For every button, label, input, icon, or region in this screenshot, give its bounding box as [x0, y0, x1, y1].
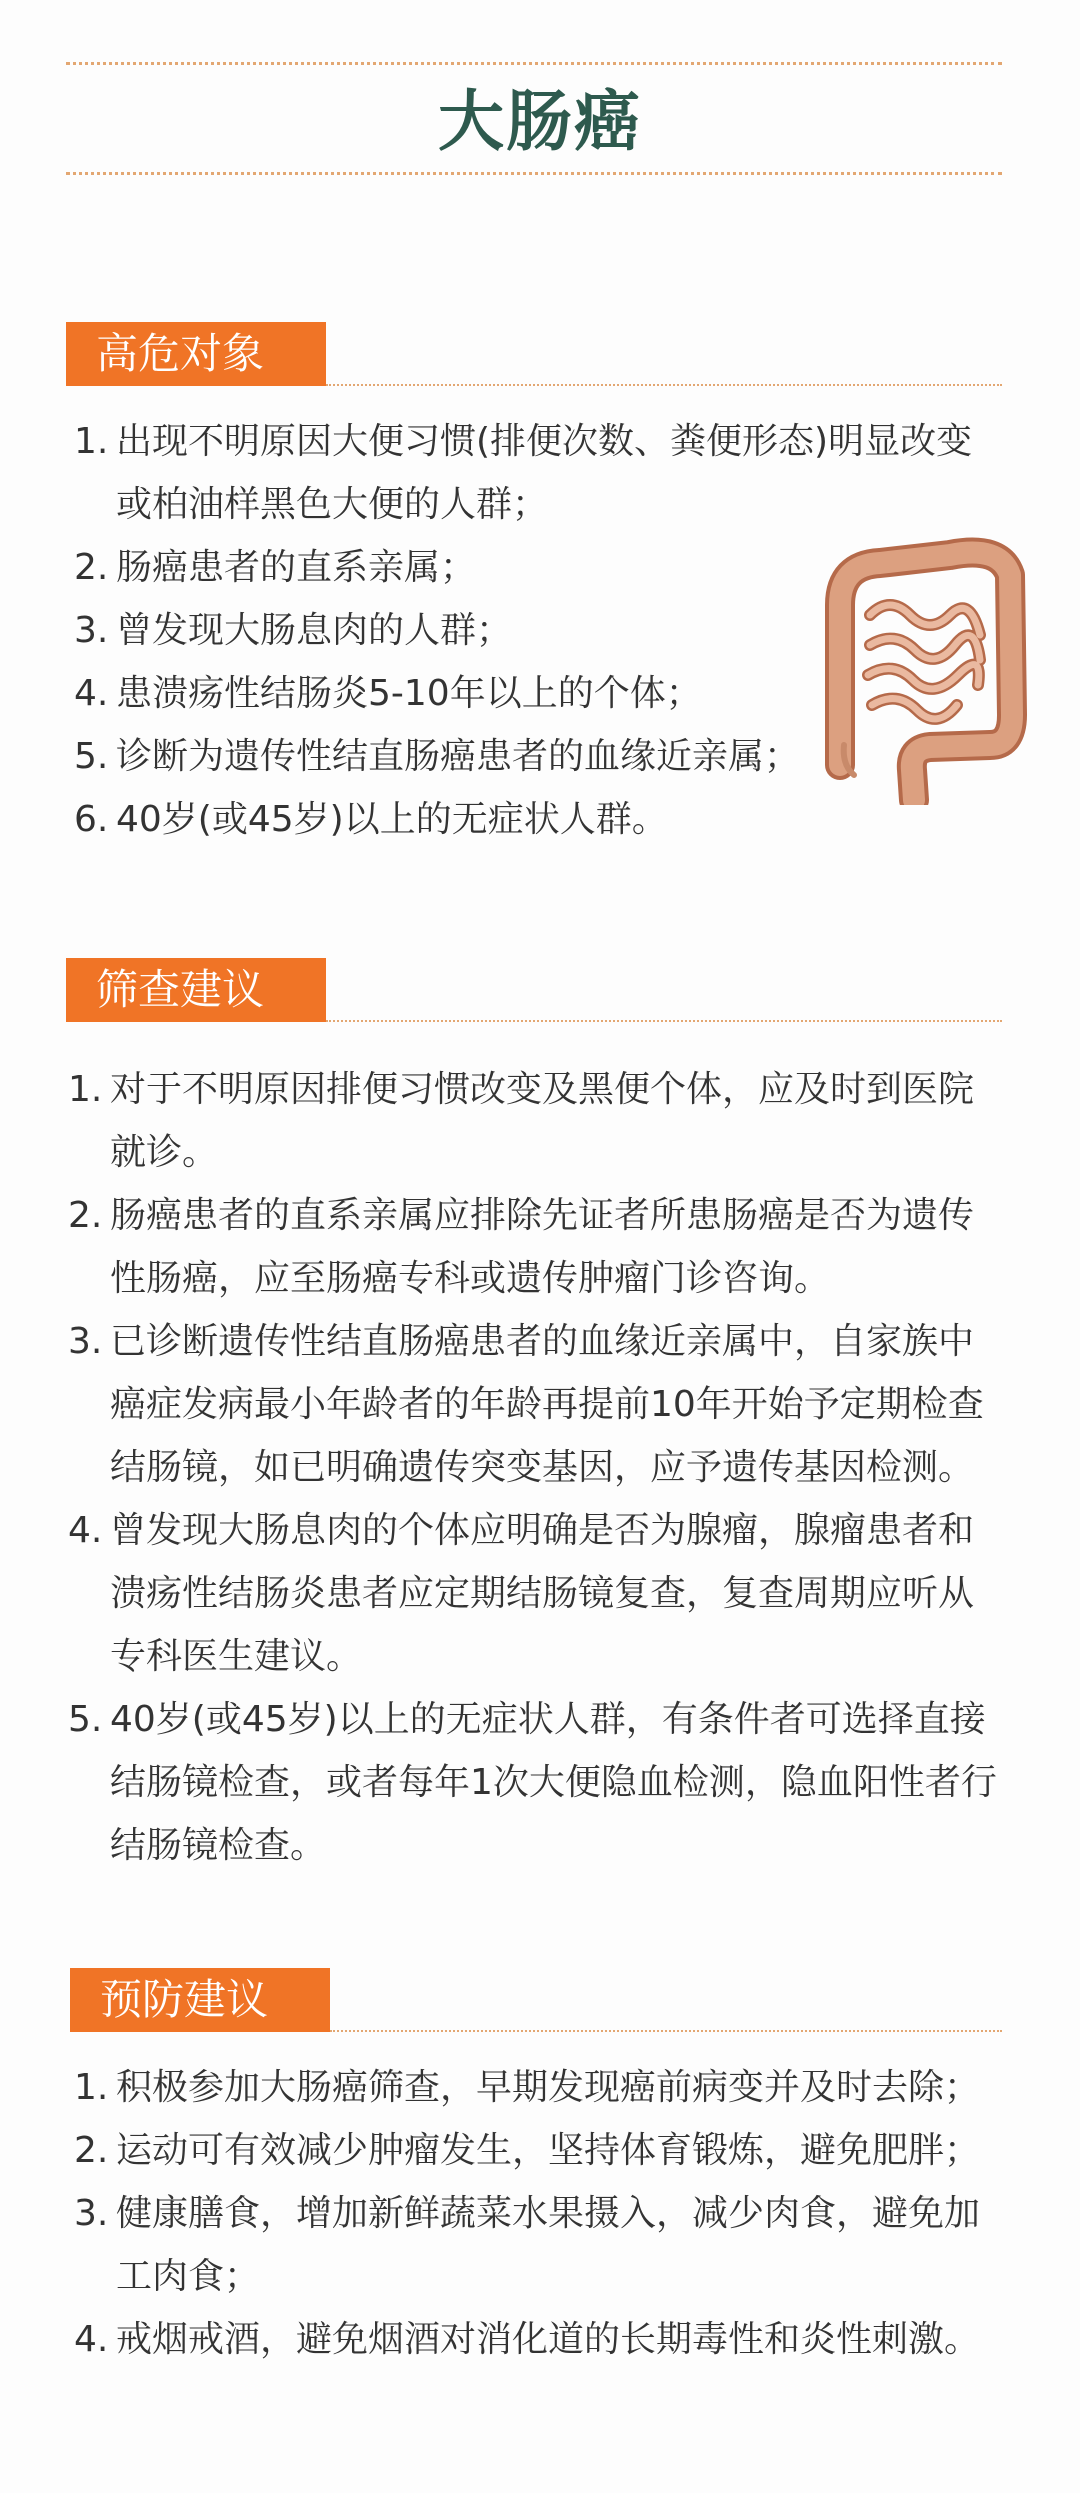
- item-number: 1.: [74, 421, 109, 462]
- list-item: [74, 2056, 1008, 2119]
- item-text: 运动可有效减少肿瘤发生，坚持体育锻炼，避免肥胖；: [116, 2130, 981, 2171]
- item-text: 出现不明原因大便习惯(排便次数、粪便形态)明显改变或柏油样黑色大便的人群；: [116, 421, 973, 525]
- item-number: 3.: [74, 610, 109, 651]
- item-number: 3.: [68, 1321, 103, 1362]
- list-item: [68, 1499, 1002, 1688]
- list-item: [68, 1058, 1002, 1184]
- prevention-list: [74, 2056, 1008, 2371]
- title-top-divider: [66, 62, 1002, 65]
- screening-list: [68, 1058, 1002, 1877]
- list-item: [74, 2119, 1008, 2182]
- item-text: 积极参加大肠癌筛查，早期发现癌前病变并及时去除；: [116, 2067, 981, 2108]
- item-number: 1.: [68, 1069, 103, 1110]
- item-number: 1.: [74, 2067, 109, 2108]
- item-number: 3.: [74, 2193, 109, 2234]
- list-item: [68, 1688, 1002, 1877]
- item-number: 6.: [74, 799, 109, 840]
- item-text: 戒烟戒酒，避免烟酒对消化道的长期毒性和炎性刺激。: [116, 2319, 981, 2360]
- item-text: 肠癌患者的直系亲属；: [116, 547, 477, 588]
- intestine-illustration-icon: [800, 515, 1030, 805]
- item-number: 5.: [74, 736, 109, 777]
- list-item: [74, 2308, 1008, 2371]
- item-number: 4.: [74, 2319, 109, 2360]
- list-item: [74, 2182, 1008, 2308]
- item-text: 诊断为遗传性结直肠癌患者的血缘近亲属；: [116, 736, 801, 777]
- item-text: 曾发现大肠息肉的人群；: [116, 610, 513, 651]
- section-heading: 高危对象: [66, 322, 326, 386]
- item-text: 患溃疡性结肠炎5-10年以上的个体；: [116, 673, 702, 714]
- item-text: 40岁(或45岁)以上的无症状人群，有条件者可选择直接结肠镜检查，或者每年1次大便隐血检测，隐血阳性者行结肠镜检查。: [110, 1699, 997, 1866]
- section-divider: [326, 384, 1002, 386]
- page-title: 大肠癌: [438, 82, 642, 160]
- list-item: [68, 1184, 1002, 1310]
- item-number: 4.: [68, 1510, 103, 1551]
- section-heading: 预防建议: [70, 1968, 330, 2032]
- title-bottom-divider: [66, 172, 1002, 175]
- item-number: 4.: [74, 673, 109, 714]
- item-text: 健康膳食，增加新鲜蔬菜水果摄入，减少肉食，避免加工肉食；: [116, 2193, 981, 2297]
- item-text: 肠癌患者的直系亲属应排除先证者所患肠癌是否为遗传性肠癌，应至肠癌专科或遗传肿瘤门诊咨询。: [110, 1195, 975, 1299]
- item-number: 5.: [68, 1699, 103, 1740]
- item-text: 40岁(或45岁)以上的无症状人群。: [116, 799, 668, 840]
- item-number: 2.: [68, 1195, 103, 1236]
- section-heading: 筛查建议: [66, 958, 326, 1022]
- list-item: [68, 1310, 1002, 1499]
- item-text: 已诊断遗传性结直肠癌患者的血缘近亲属中，自家族中癌症发病最小年龄者的年龄再提前10年开始予定期检查结肠镜，如已明确遗传突变基因，应予遗传基因检测。: [110, 1321, 984, 1488]
- item-text: 对于不明原因排便习惯改变及黑便个体，应及时到医院就诊。: [110, 1069, 975, 1173]
- item-number: 2.: [74, 547, 109, 588]
- section-divider: [330, 2030, 1002, 2032]
- section-divider: [326, 1020, 1002, 1022]
- item-text: 曾发现大肠息肉的个体应明确是否为腺瘤，腺瘤患者和溃疡性结肠炎患者应定期结肠镜复查，复查周期应听从专科医生建议。: [110, 1510, 975, 1677]
- item-number: 2.: [74, 2130, 109, 2171]
